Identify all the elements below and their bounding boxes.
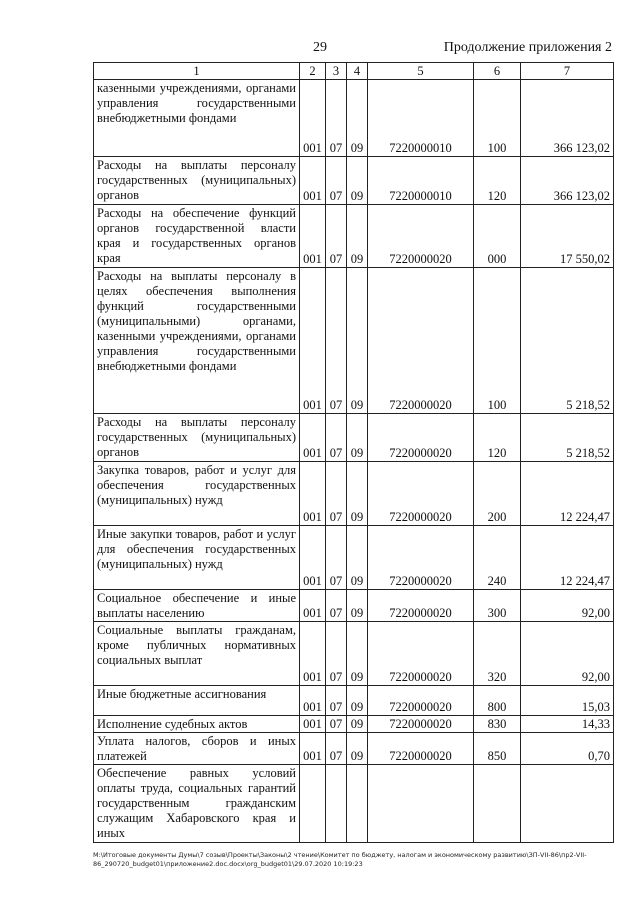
amount-cell: 5 218,52	[521, 414, 614, 462]
subsection-code-cell: 09	[347, 268, 368, 414]
target-article-cell: 7220000020	[368, 733, 474, 765]
row-name-cell: Закупка товаров, работ и услуг для обеспечения государственных (муниципальных) нужд	[94, 462, 300, 526]
table-header-row	[94, 63, 614, 80]
column-header: 6	[474, 63, 521, 80]
admin-code-cell: 001	[300, 716, 326, 733]
column-header: 1	[94, 63, 300, 80]
expense-type-cell: 000	[474, 205, 521, 268]
row-name-cell: Социальные выплаты гражданам, кроме публичных нормативных социальных выплат	[94, 622, 300, 686]
amount-cell: 366 123,02	[521, 80, 614, 157]
row-name-cell: Обеспечение равных условий оплаты труда, социальных гарантий государственным гражданским служащим Хабаровского края и иных	[94, 765, 300, 843]
table-row	[94, 268, 614, 414]
column-header: 2	[300, 63, 326, 80]
section-code-cell: 07	[326, 80, 347, 157]
admin-code-cell: 001	[300, 157, 326, 205]
expense-type-cell	[474, 765, 521, 843]
section-code-cell: 07	[326, 622, 347, 686]
target-article-cell: 7220000020	[368, 526, 474, 590]
section-code-cell: 07	[326, 733, 347, 765]
admin-code-cell: 001	[300, 733, 326, 765]
table-row	[94, 526, 614, 590]
section-code-cell: 07	[326, 462, 347, 526]
amount-cell: 17 550,02	[521, 205, 614, 268]
column-header: 4	[347, 63, 368, 80]
target-article-cell: 7220000010	[368, 80, 474, 157]
row-name-cell: Иные закупки товаров, работ и услуг для обеспечения государственных (муниципальных) нужд	[94, 526, 300, 590]
table-row	[94, 765, 614, 843]
page-number: 29	[313, 40, 327, 55]
subsection-code-cell: 09	[347, 622, 368, 686]
target-article-cell: 7220000020	[368, 590, 474, 622]
row-name-cell: Исполнение судебных актов	[94, 716, 300, 733]
section-code-cell: 07	[326, 414, 347, 462]
row-name-cell: Расходы на выплаты персоналу государственных (муниципальных) органов	[94, 414, 300, 462]
section-code-cell: 07	[326, 590, 347, 622]
subsection-code-cell: 09	[347, 157, 368, 205]
expense-type-cell: 830	[474, 716, 521, 733]
amount-cell: 12 224,47	[521, 526, 614, 590]
table-row	[94, 157, 614, 205]
table-row	[94, 716, 614, 733]
expense-type-cell: 320	[474, 622, 521, 686]
row-name-cell: Иные бюджетные ассигнования	[94, 686, 300, 716]
amount-cell: 15,03	[521, 686, 614, 716]
amount-cell: 14,33	[521, 716, 614, 733]
amount-cell: 92,00	[521, 590, 614, 622]
table-row	[94, 686, 614, 716]
expense-type-cell: 120	[474, 414, 521, 462]
expense-type-cell: 800	[474, 686, 521, 716]
table-row	[94, 622, 614, 686]
expense-type-cell: 100	[474, 80, 521, 157]
table-row	[94, 462, 614, 526]
target-article-cell	[368, 765, 474, 843]
target-article-cell: 7220000020	[368, 414, 474, 462]
target-article-cell: 7220000020	[368, 716, 474, 733]
budget-table	[93, 62, 614, 843]
row-name-cell: Социальное обеспечение и иные выплаты населению	[94, 590, 300, 622]
section-code-cell: 07	[326, 268, 347, 414]
admin-code-cell: 001	[300, 205, 326, 268]
amount-cell: 12 224,47	[521, 462, 614, 526]
column-header: 7	[521, 63, 614, 80]
target-article-cell: 7220000020	[368, 205, 474, 268]
column-header: 5	[368, 63, 474, 80]
admin-code-cell: 001	[300, 686, 326, 716]
table-row	[94, 80, 614, 157]
target-article-cell: 7220000020	[368, 268, 474, 414]
target-article-cell: 7220000010	[368, 157, 474, 205]
section-code-cell: 07	[326, 686, 347, 716]
subsection-code-cell: 09	[347, 526, 368, 590]
expense-type-cell: 850	[474, 733, 521, 765]
admin-code-cell: 001	[300, 462, 326, 526]
amount-cell: 92,00	[521, 622, 614, 686]
section-code-cell: 07	[326, 526, 347, 590]
subsection-code-cell: 09	[347, 590, 368, 622]
admin-code-cell: 001	[300, 590, 326, 622]
expense-type-cell: 240	[474, 526, 521, 590]
subsection-code-cell: 09	[347, 80, 368, 157]
document-path-footer: M:\Итоговые документы Думы\7 созыв\Проекты\Законы\2 чтение\Комитет по бюджету, налогам и экономическому развитию\ЗП-VII-86\пр2-VII-86_290720_budget01\приложение2.doc.docx\org_budget01\29.07.2020 10:19:23	[93, 851, 587, 868]
expense-type-cell: 300	[474, 590, 521, 622]
expense-type-cell: 100	[474, 268, 521, 414]
section-code-cell: 07	[326, 716, 347, 733]
row-name-cell: казенными учреждениями, органами управления государственными внебюджетными фондами	[94, 80, 300, 157]
continuation-label: Продолжение приложения 2	[443, 40, 612, 55]
row-name-cell: Уплата налогов, сборов и иных платежей	[94, 733, 300, 765]
admin-code-cell: 001	[300, 526, 326, 590]
table-row	[94, 205, 614, 268]
section-code-cell	[326, 765, 347, 843]
expense-type-cell: 200	[474, 462, 521, 526]
admin-code-cell: 001	[300, 622, 326, 686]
subsection-code-cell: 09	[347, 462, 368, 526]
subsection-code-cell	[347, 765, 368, 843]
subsection-code-cell: 09	[347, 686, 368, 716]
admin-code-cell: 001	[300, 414, 326, 462]
target-article-cell: 7220000020	[368, 622, 474, 686]
table-row	[94, 590, 614, 622]
subsection-code-cell: 09	[347, 716, 368, 733]
section-code-cell: 07	[326, 205, 347, 268]
row-name-cell: Расходы на выплаты персоналу государственных (муниципальных) органов	[94, 157, 300, 205]
amount-cell: 0,70	[521, 733, 614, 765]
table-row	[94, 414, 614, 462]
admin-code-cell: 001	[300, 268, 326, 414]
subsection-code-cell: 09	[347, 205, 368, 268]
expense-type-cell: 120	[474, 157, 521, 205]
section-code-cell: 07	[326, 157, 347, 205]
row-name-cell: Расходы на обеспечение функций органов государственной власти края и государственных органов края	[94, 205, 300, 268]
admin-code-cell	[300, 765, 326, 843]
row-name-cell: Расходы на выплаты персоналу в целях обеспечения выполнения функций государственными (муниципальными) органами, казенными учреждениями, органами управления государственными внебюджетными фондами	[94, 268, 300, 414]
amount-cell: 5 218,52	[521, 268, 614, 414]
amount-cell	[521, 765, 614, 843]
target-article-cell: 7220000020	[368, 462, 474, 526]
admin-code-cell: 001	[300, 80, 326, 157]
subsection-code-cell: 09	[347, 414, 368, 462]
target-article-cell: 7220000020	[368, 686, 474, 716]
table-row	[94, 733, 614, 765]
amount-cell: 366 123,02	[521, 157, 614, 205]
subsection-code-cell: 09	[347, 733, 368, 765]
column-header: 3	[326, 63, 347, 80]
